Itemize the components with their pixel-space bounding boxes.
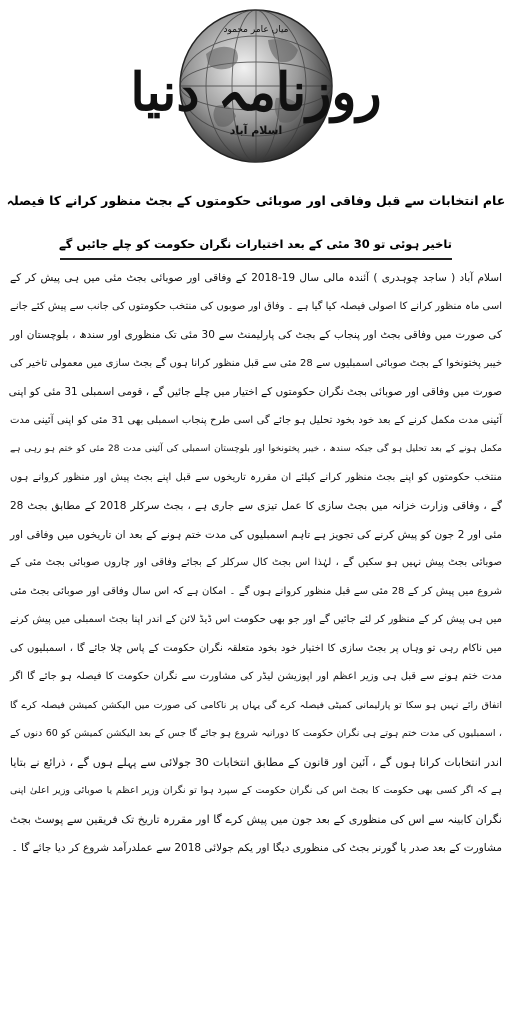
body-line: آئینی مدت مکمل کرنے کے بعد خود بخود تحلیل ہو جائے گی اسی طرح پنجاب اسمبلی بھی 31 مئی کو اپنی آئینی مدت — [10, 414, 502, 426]
newspaper-masthead — [130, 6, 382, 166]
body-line: مشاورت کے بعد صدر یا گورنر بجٹ کی منظوری دیگا اور یکم جولائی 2018 سے عملدرآمد شروع کر دیا جائے گا ۔ — [11, 842, 502, 854]
article-subheadline: تاخیر ہوئی تو 30 مئی کے بعد اختیارات نگران حکومت کو چلے جائیں گے — [60, 230, 452, 260]
article-body — [10, 264, 502, 1004]
logo-subtitle: اسلام آباد — [229, 124, 283, 137]
body-line: گے ، وفاقی وزارت خزانہ میں بجٹ سازی کا عمل تیزی سے جاری ہے ، بجٹ سرکلر 2018 کے مطابق بجٹ 28 — [10, 500, 502, 512]
logo-founder-line: میاں عامر محمود — [223, 25, 289, 35]
globe-logo-icon — [130, 6, 382, 166]
body-line: نگران کابینہ سے اس کی منظوری کے بعد جون میں پیش کرے گا اور مقررہ تاریخ تک فریقین سے پوسٹ بجٹ — [10, 812, 502, 826]
body-line: صوبائی بجٹ پیش نہیں ہو سکیں گے ، لہٰذا اس بجٹ کال سرکلر کے بجائے وفاقی اور چاروں صوبائی بجٹ مئی کے — [10, 557, 502, 568]
body-line: مکمل ہونے کے بعد تحلیل ہو گی جبکہ سندھ ، خیبر پختونخوا اور بلوچستان اسمبلی کی آئینی مدت 28 مئی کو ختم ہو رہی ہے — [10, 444, 503, 454]
body-line: اندر انتخابات کرانا ہوں گے ، آئین اور قانون کے مطابق انتخابات 30 جولائی سے پہلے ہوں گے ، ذرائع نے بتایا — [10, 755, 502, 769]
body-line: شروع میں پیش کر کے 28 مئی سے قبل منظور کروانے ہوں گے ۔ امکان ہے کہ اس سال وفاقی اور صوبائی بجٹ مئی — [10, 585, 502, 597]
body-line: کی صورت میں وفاقی بجٹ اور پنجاب کے بجٹ کی پارلیمنٹ سے 30 مئی تک منظوری اور سندھ ، بلوچستان اور — [10, 329, 502, 341]
body-line: میں ناکام رہی تو وہاں پر بجٹ سازی کا اختیار خود بخود متعلقہ نگران حکومت کے پاس چلا جائے گا ، اسمبلیوں کی — [10, 642, 502, 654]
body-line: مئی اور 2 جون کو پیش کرنے کی تجویز ہے تاہم اسمبلیوں کی مدت ختم ہونے کے بعد ان تاریخوں میں وفاقی اور — [10, 528, 502, 541]
body-line: ہے کہ اگر کسی بھی حکومت کا بجٹ اس کی نگران حکومت کے سپرد ہوا تو نگران وزیر اعظم یا صوبائی وزیر اعلیٰ اپنی — [10, 785, 502, 796]
body-line: اتفاق رائے نہیں ہو سکا تو پارلیمانی کمیٹی فیصلہ کرے گی یہاں پر ناکامی کی صورت میں الیکشن کمیشن فیصلہ کرے گا — [10, 699, 502, 711]
body-line: اسلام آباد ( ساجد چوہدری ) آئندہ مالی سال 19-2018 کے وفاقی اور صوبائی بجٹ مئی میں ہی پیش کر کے — [10, 272, 502, 284]
logo-wordmark: روزنامہ دنیا — [130, 62, 382, 123]
body-line: صورت میں وفاقی اور صوبائی بجٹ نگران حکومتوں کے اختیار میں چلے جائیں گے ، قومی اسمبلی 31 مئی کو اپنی — [8, 386, 502, 398]
body-line: منتخب حکومتوں کو اپنے بجٹ منظور کرانے کیلئے ان مقررہ تاریخوں سے قبل اپنے بجٹ پیش اور منظور کروانے ہوں — [10, 471, 502, 483]
body-line: مدت ختم ہونے سے قبل ہی وزیر اعظم اور اپوزیشن لیڈر کی مشاورت سے نگران حکومت کا فیصلہ ہو جائے گا اگر — [10, 671, 502, 682]
body-line: ، اسمبلیوں کی مدت ختم ہوتے ہی نگران حکومت کا دورانیہ شروع ہو جائے گا جس کے بعد الیکشن کمیشن کو 60 دنوں کے — [10, 728, 502, 739]
body-line: اسی ماہ منظور کرانے کا اصولی فیصلہ کیا گیا ہے ۔ وفاق اور صوبوں کی منتخب حکومتوں کی جانب سے پیش کئے جانے — [10, 300, 502, 312]
article-headline: عام انتخابات سے قبل وفاقی اور صوبائی حکومتوں کے بجٹ منظور کرانے کا فیصلہ — [6, 193, 506, 208]
body-line: خیبر پختونخوا کے بجٹ صوبائی اسمبلیوں سے 28 مئی سے قبل منظور کرانا ہوں گے بجٹ سازی میں معمولی تاخیر کی — [10, 357, 503, 369]
body-line: میں ہی پیش کر کے منظور کر لئے جائیں گے اور جو بھی حکومت اس ڈیڈ لائن کے اندر اپنا بجٹ اسمبلی میں پیش کرنے — [10, 614, 502, 625]
